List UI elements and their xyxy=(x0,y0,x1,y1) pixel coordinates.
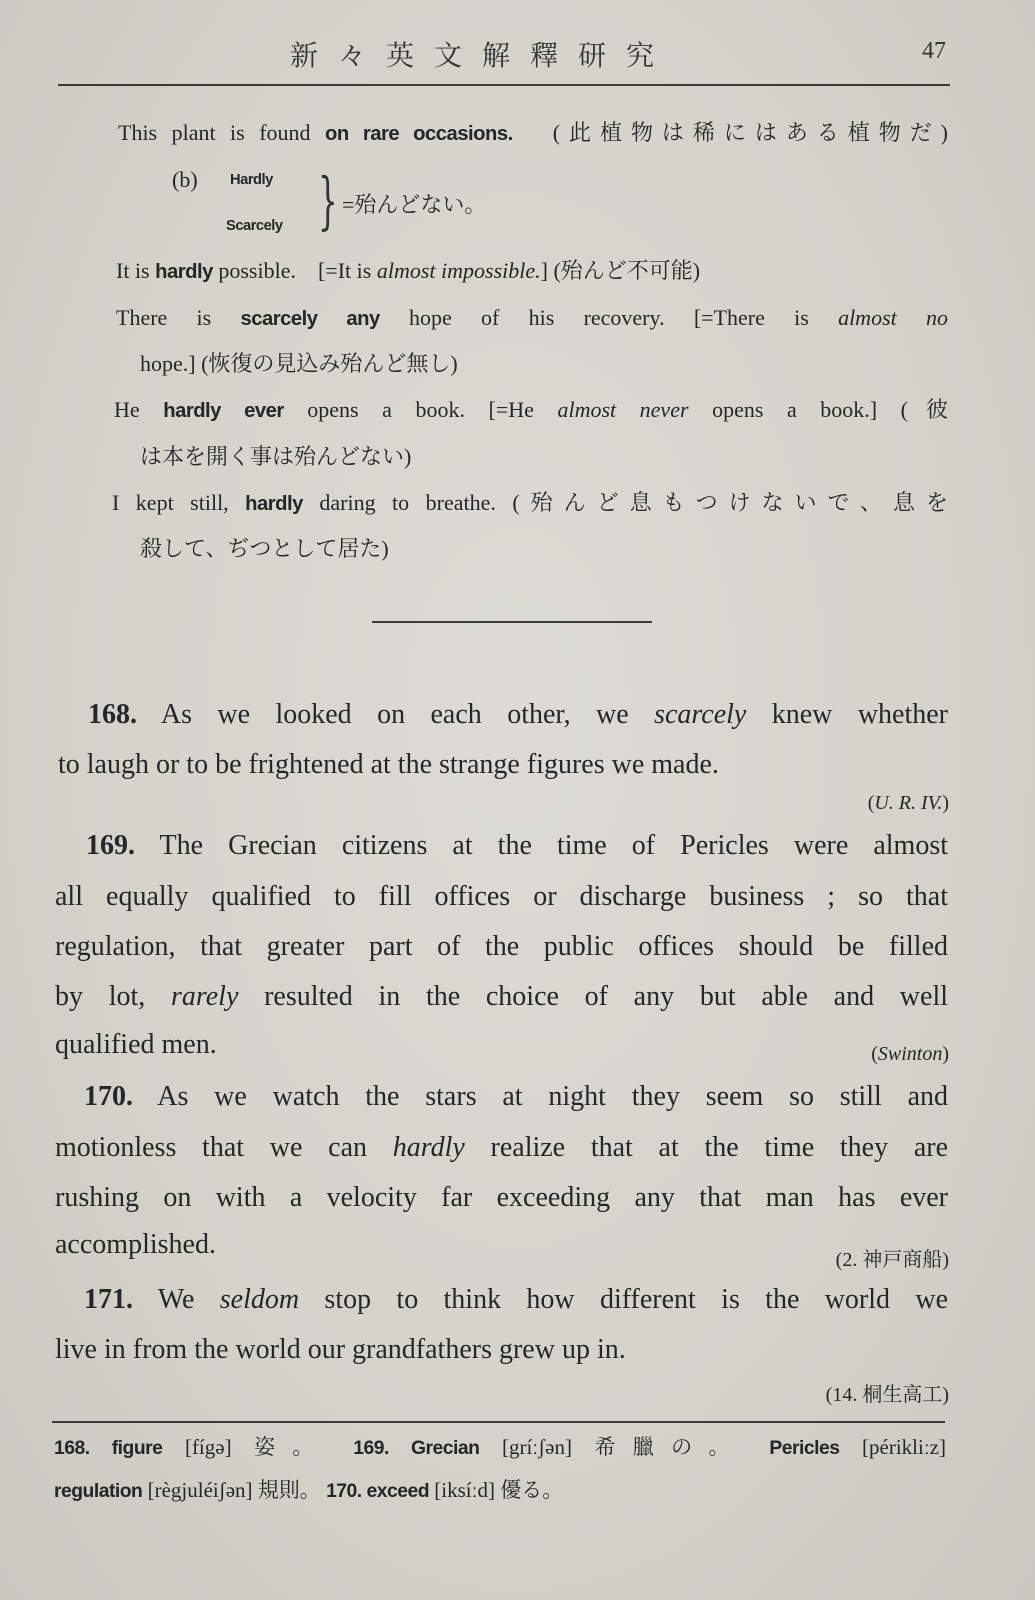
footnote-rule xyxy=(52,1421,945,1423)
example-line xyxy=(116,259,700,284)
page-number: 47 xyxy=(922,38,946,64)
bold-text: on rare occasions. xyxy=(325,123,513,145)
text-segment: [périkliːz] xyxy=(839,1435,946,1459)
text-segment: ) xyxy=(942,792,949,814)
bold-text: hardly xyxy=(245,493,303,515)
example-line xyxy=(112,491,948,516)
bold-text: 168. xyxy=(88,699,137,730)
source-citation xyxy=(868,792,949,815)
text-segment: I kept still, xyxy=(112,490,246,515)
bold-text: 168. figure xyxy=(54,1438,163,1459)
header-rule xyxy=(58,84,950,86)
passage-line xyxy=(84,1285,948,1315)
source-citation xyxy=(871,1043,949,1066)
italic-text: almost never xyxy=(557,397,689,422)
text-segment: by lot, xyxy=(55,981,171,1012)
passage-line xyxy=(55,1335,626,1365)
passage-line xyxy=(55,882,948,912)
text-segment: 殺して、ぢつとして居た) xyxy=(140,536,389,561)
bold-text: scarcely any xyxy=(240,308,380,330)
passage-line xyxy=(55,1133,948,1163)
text-segment: As we watch the stars at night they seem so still and xyxy=(133,1081,948,1112)
italic-text: Swinton xyxy=(877,1043,943,1065)
text-segment: [iksíːd] 優る。 xyxy=(429,1478,564,1502)
text-segment: It is xyxy=(116,258,156,283)
footnote-line xyxy=(54,1435,946,1461)
passage-line xyxy=(88,700,948,730)
italic-text: U. R. IV. xyxy=(874,792,943,814)
text-segment: This plant is found xyxy=(118,120,325,145)
text-segment: all equally qualified to fill offices or discharge business ; so that xyxy=(55,881,948,912)
text-segment: (此植物は稀にはある植物だ) xyxy=(512,120,949,145)
source-citation xyxy=(836,1243,949,1272)
section-divider xyxy=(372,621,652,623)
brace-meaning: =殆んどない。 xyxy=(342,192,487,217)
example-line xyxy=(140,445,411,469)
running-title: 新々英文解釋研究 xyxy=(290,41,675,72)
passage-line xyxy=(86,831,948,861)
bold-text: 170. xyxy=(84,1081,133,1112)
text-segment: [règjuléiʃən] 規則。 xyxy=(142,1478,327,1502)
text-segment: [gríːʃən] 希臘の。 xyxy=(479,1435,770,1459)
text-segment: accomplished. xyxy=(55,1229,216,1260)
passage-line xyxy=(55,1230,216,1260)
text-segment: realize that at the time they are xyxy=(464,1132,948,1163)
text-segment: to laugh or to be frightened at the strange figures we made. xyxy=(58,749,719,780)
passage-line xyxy=(58,750,719,780)
text-segment: ] (殆んど不可能) xyxy=(540,258,701,283)
text-segment: daring to breathe. (殆んど息もつけないで、息を xyxy=(302,490,948,515)
passage-line xyxy=(55,1030,217,1060)
example-line xyxy=(118,121,948,146)
text-segment: rushing on with a velocity far exceeding any that man has ever xyxy=(55,1182,948,1213)
text-segment: resulted in the choice of any but able and well xyxy=(238,981,949,1012)
text-segment: He xyxy=(114,397,164,422)
example-line xyxy=(114,398,948,423)
text-segment: は本を開く事は殆んどない) xyxy=(140,444,412,469)
text-segment: ( xyxy=(867,792,875,814)
bold-text: regulation xyxy=(54,1481,143,1502)
text-segment: hope of his recovery. [=There is xyxy=(379,305,839,330)
bold-text: Pericles xyxy=(769,1438,840,1459)
passage-line xyxy=(55,1183,948,1213)
brace-glyph: } xyxy=(318,164,338,237)
text-segment: We xyxy=(133,1284,220,1315)
bold-text: 171. xyxy=(84,1284,133,1315)
keyword-scarcely: Scarcely xyxy=(226,218,283,234)
text-segment: knew whether xyxy=(746,699,948,730)
italic-text: almost impossible. xyxy=(376,258,541,283)
italic-text: hardly xyxy=(392,1132,465,1163)
passage-line xyxy=(84,1082,948,1112)
text-segment: stop to think how different is the world we xyxy=(299,1284,948,1315)
example-line xyxy=(140,537,389,561)
text-segment: [fígə] 姿。 xyxy=(162,1435,354,1459)
text-segment: ) xyxy=(942,1043,949,1065)
text-segment: opens a book. [=He xyxy=(283,397,558,422)
text-segment: (2. 神戸商船) xyxy=(835,1249,949,1271)
passage-line xyxy=(55,982,948,1012)
text-segment: The Grecian citizens at the time of Pericles were almost xyxy=(135,830,948,861)
bold-text: 169. xyxy=(86,830,135,861)
text-segment: ( xyxy=(871,1043,878,1065)
example-line xyxy=(116,306,948,331)
bold-text: 170. exceed xyxy=(326,1481,430,1502)
italic-text: almost no xyxy=(838,305,948,330)
text-segment: regulation, that greater part of the public offices should be filled xyxy=(55,931,948,962)
text-segment: (14. 桐生高工) xyxy=(825,1384,949,1406)
text-segment: motionless that we can xyxy=(55,1132,393,1163)
text-segment: possible. [=It is xyxy=(212,258,377,283)
sub-label: (b) xyxy=(172,167,198,192)
keyword-hardly: Hardly xyxy=(230,172,273,188)
passage-line xyxy=(55,932,948,962)
text-segment: opens a book.] (彼 xyxy=(688,397,949,422)
text-segment: qualified men. xyxy=(55,1029,217,1060)
italic-text: scarcely xyxy=(654,699,747,730)
bold-text: hardly ever xyxy=(163,400,284,422)
italic-text: seldom xyxy=(219,1284,300,1315)
example-line xyxy=(140,352,458,376)
source-citation xyxy=(826,1378,949,1407)
text-segment: hope.] (恢復の見込み殆んど無し) xyxy=(140,351,458,376)
footnote-line xyxy=(54,1478,563,1504)
text-segment: As we looked on each other, we xyxy=(137,699,655,730)
bold-text: 169. Grecian xyxy=(353,1438,480,1459)
text-segment: There is xyxy=(116,305,241,330)
bold-text: hardly xyxy=(155,261,213,283)
text-segment: live in from the world our grandfathers grew up in. xyxy=(55,1334,626,1365)
italic-text: rarely xyxy=(171,981,239,1012)
